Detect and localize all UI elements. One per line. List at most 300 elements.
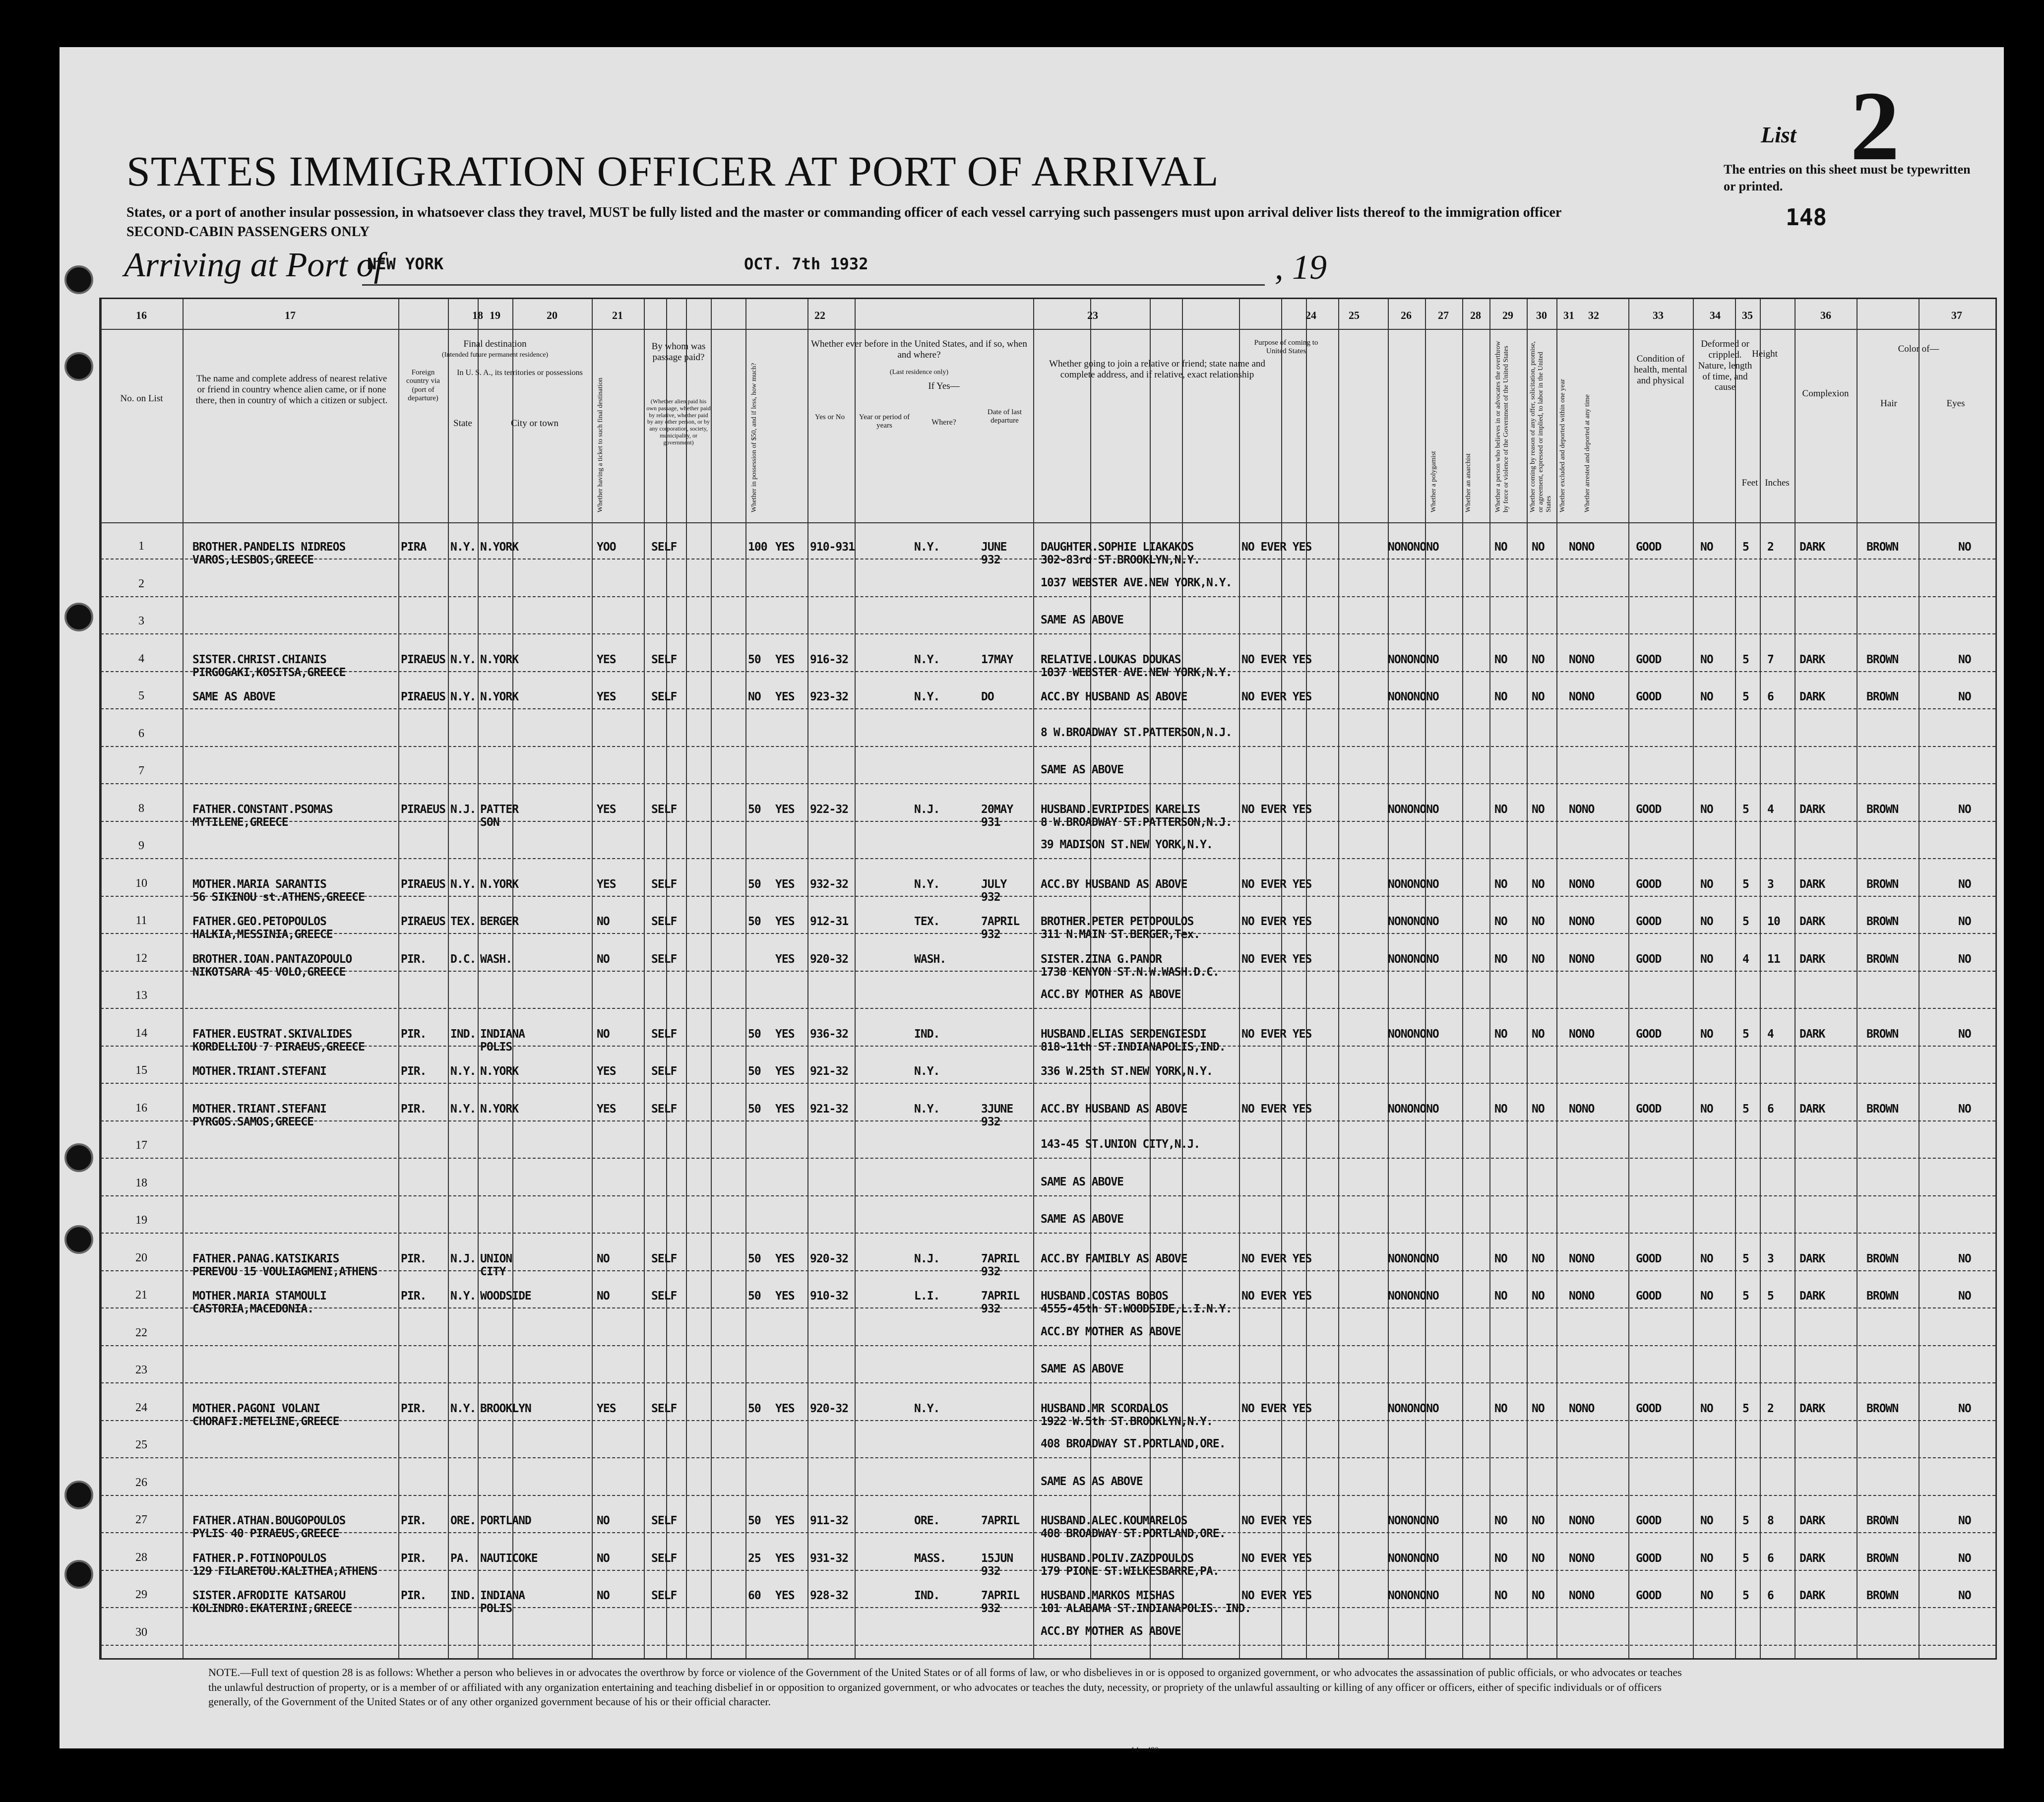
- header-purpose: Purpose of coming to United States: [1254, 339, 1318, 356]
- cell-yes: YES: [775, 1589, 795, 1602]
- column-rule: [1556, 299, 1557, 1658]
- column-number: 22: [814, 309, 825, 321]
- cell-deformed: NO: [1700, 1252, 1713, 1265]
- cell-deformed: NO: [1700, 1290, 1713, 1303]
- cell-relative: FATHER.EUSTRAT.SKIVALIDES: [192, 1027, 352, 1041]
- cell-q30-31: NONO: [1569, 803, 1595, 816]
- cell-money: NO: [748, 690, 761, 703]
- cell-complexion: DARK: [1799, 1027, 1825, 1041]
- cell-complexion: DARK: [1799, 541, 1825, 554]
- instructions-line: States, or a port of another insular possession, in whatsoever class they travel, MUST be fully listed and the master or commanding officer of each vessel carrying such passengers must upon arrival deliver lists thereof to the immigration officer: [126, 205, 1562, 220]
- cell-hair: BROWN: [1866, 1552, 1899, 1565]
- cell-city: INDIANA: [480, 1589, 525, 1602]
- cell-joining: ACC.BY FAMIBLY AS ABOVE: [1041, 1252, 1187, 1265]
- column-number: 19: [490, 309, 500, 321]
- cell-relative: MOTHER.TRIANT.STEFANI: [192, 1065, 326, 1078]
- list-number: 2: [1850, 71, 1900, 181]
- punch-hole: [64, 1143, 93, 1172]
- cell-hair: BROWN: [1866, 1402, 1899, 1415]
- row-number: 29: [135, 1588, 147, 1601]
- cell-flags: NONONONO: [1388, 1290, 1439, 1303]
- header-yes-no: Yes or No: [814, 413, 845, 421]
- cell-state: ORE.: [450, 1514, 476, 1527]
- cell-joining: SAME AS AS ABOVE: [1041, 1475, 1143, 1488]
- column-rule: [807, 299, 808, 1658]
- header-state: State: [453, 418, 472, 429]
- column-rule: [1919, 299, 1920, 1658]
- cell-join2-line2: 1738 KENYON ST.N.W.WASH.D.C.: [1041, 965, 1219, 979]
- row-rule: [101, 708, 1995, 709]
- cell-hair: BROWN: [1866, 803, 1899, 816]
- cell-dep2-line2: 932: [981, 1303, 1000, 1315]
- cell-inches: 8: [1767, 1514, 1774, 1527]
- cell-feet: 5: [1742, 690, 1749, 703]
- cell-marks: NO: [1958, 1402, 1971, 1415]
- cell-relative: FATHER.P.FOTINOPOULOS: [192, 1552, 326, 1565]
- column-rule: [1628, 299, 1629, 1658]
- cell-q28: NO: [1494, 1514, 1507, 1527]
- cell-deformed: NO: [1700, 1027, 1713, 1041]
- row-number: 15: [135, 1064, 147, 1077]
- cell-money: 50: [748, 1102, 761, 1116]
- cell-city2-line2: SON: [480, 815, 499, 829]
- header-passage: By whom was passage paid?: [651, 341, 706, 363]
- cell-q29: NO: [1532, 1027, 1545, 1041]
- column-number: 30: [1536, 309, 1547, 321]
- cell-marks: NO: [1958, 1552, 1971, 1565]
- header-in-usa: In U. S. A., its territories or possessions: [457, 369, 583, 377]
- punch-hole: [64, 1481, 93, 1509]
- cell-paid: SELF: [651, 1027, 677, 1041]
- column-rule: [398, 299, 399, 1658]
- cell-purpose: NO EVER YES: [1241, 1589, 1312, 1602]
- cell-where: N.Y.: [914, 1065, 940, 1078]
- year-suffix: , 19: [1275, 249, 1327, 287]
- cell-flags: NONONONO: [1388, 690, 1439, 703]
- cell-marks: NO: [1958, 877, 1971, 891]
- row-rule: [101, 1008, 1995, 1009]
- cell-departure: 7APRIL: [981, 1589, 1020, 1602]
- cell-purpose: NO EVER YES: [1241, 1027, 1312, 1041]
- cell-hair: BROWN: [1866, 952, 1899, 966]
- punch-hole: [64, 1225, 93, 1254]
- cell-years: 932-32: [810, 877, 849, 891]
- cell-years: 928-32: [810, 1589, 849, 1602]
- column-rule: [644, 299, 645, 1658]
- cell-state: N.J.: [450, 803, 476, 816]
- cell-state: TEX.: [450, 915, 476, 928]
- cell-ticket: YES: [597, 1065, 616, 1078]
- cell-relative: FATHER.GEO.PETOPOULOS: [192, 915, 326, 928]
- footnote-code: 14—480: [1131, 1746, 1159, 1754]
- cell-paid: SELF: [651, 1514, 677, 1527]
- cell-where: TEX.: [914, 915, 940, 928]
- cell-rel2-line2: CASTORIA,MACEDONIA.: [192, 1303, 314, 1315]
- cell-where: MASS.: [914, 1552, 946, 1565]
- cell-flags: NONONONO: [1388, 1402, 1439, 1415]
- cell-join2-line2: 408 BROADWAY ST.PORTLAND,ORE.: [1041, 1527, 1226, 1540]
- row-number: 7: [138, 764, 144, 777]
- cell-marks: NO: [1958, 690, 1971, 703]
- cell-q30-31: NONO: [1569, 1402, 1595, 1415]
- cell-where: N.J.: [914, 803, 940, 816]
- row-number: 3: [138, 615, 144, 627]
- cell-paid: SELF: [651, 1102, 677, 1116]
- cell-flags: NONONONO: [1388, 952, 1439, 966]
- punch-hole: [64, 1560, 93, 1589]
- cell-paid: SELF: [651, 690, 677, 703]
- cell-ticket: YOO: [597, 541, 616, 554]
- cell-purpose: NO EVER YES: [1241, 1290, 1312, 1303]
- cell-feet: 5: [1742, 1252, 1749, 1265]
- cell-q28: NO: [1494, 1589, 1507, 1602]
- cell-where: N.Y.: [914, 877, 940, 891]
- cell-joining: ACC.BY HUSBAND AS ABOVE: [1041, 690, 1187, 703]
- row-rule: [101, 1382, 1995, 1383]
- cell-ticket: NO: [597, 952, 610, 966]
- row-number: 12: [135, 951, 147, 965]
- cell-where: ORE.: [914, 1514, 940, 1527]
- cell-health: GOOD: [1636, 1402, 1662, 1415]
- cell-ticket: NO: [597, 1027, 610, 1041]
- cell-q28: NO: [1494, 1252, 1507, 1265]
- header-polygamist: Whether a polygamist: [1430, 451, 1437, 512]
- cell-deformed: NO: [1700, 915, 1713, 928]
- cell-purpose: NO EVER YES: [1241, 690, 1312, 703]
- row-number: 30: [135, 1625, 147, 1639]
- cell-joining: HUSBAND.EVRIPIDES KARELIS: [1041, 803, 1200, 816]
- cell-port: PIRAEUS: [401, 877, 445, 891]
- cell-joining: BROTHER.PETER PETOPOULOS: [1041, 915, 1194, 928]
- cell-hair: BROWN: [1866, 653, 1899, 666]
- cell-health: GOOD: [1636, 1252, 1662, 1265]
- cell-q30-31: NONO: [1569, 1552, 1595, 1565]
- page-title: STATES IMMIGRATION OFFICER AT PORT OF ARRIVAL: [126, 147, 1219, 195]
- cell-flags: NONONONO: [1388, 1102, 1439, 1116]
- cell-money: 50: [748, 1290, 761, 1303]
- cell-q29: NO: [1532, 1589, 1545, 1602]
- cell-relative: FATHER.PANAG.KATSIKARIS: [192, 1252, 339, 1265]
- cell-inches: 2: [1767, 541, 1774, 554]
- cell-q29: NO: [1532, 952, 1545, 966]
- cell-state: N.Y.: [450, 653, 476, 666]
- row-rule: [101, 1233, 1995, 1234]
- cell-inches: 6: [1767, 1552, 1774, 1565]
- cell-join2-line2: 179 PIONE ST.WILKESBARRE,PA.: [1041, 1564, 1219, 1578]
- row-rule: [101, 1495, 1995, 1496]
- cell-where: IND.: [914, 1027, 940, 1041]
- header-city: City or town: [510, 418, 559, 429]
- cell-paid: SELF: [651, 1290, 677, 1303]
- cell-marks: NO: [1958, 1027, 1971, 1041]
- cell-years: 936-32: [810, 1027, 849, 1041]
- cell-flags: NONONONO: [1388, 653, 1439, 666]
- cell-where: N.Y.: [914, 690, 940, 703]
- cell-departure: 7APRIL: [981, 1514, 1020, 1527]
- cell-inches: 7: [1767, 653, 1774, 666]
- header-q29: Whether coming by reason of any offer, solicitation, promise, or agreement, expressed or implied, to labor in the United States: [1529, 341, 1553, 512]
- cell-flags: NONONONO: [1388, 877, 1439, 891]
- cell-q29: NO: [1532, 653, 1545, 666]
- cell-joining: ACC.BY MOTHER AS ABOVE: [1041, 988, 1181, 1001]
- cell-q28: NO: [1494, 803, 1507, 816]
- cell-inches: 3: [1767, 877, 1774, 891]
- cell-joining: ACC.BY MOTHER AS ABOVE: [1041, 1624, 1181, 1638]
- cell-dep2-line2: 932: [981, 1564, 1000, 1578]
- row-number: 16: [135, 1101, 147, 1115]
- punch-hole: [64, 352, 93, 381]
- cell-port: PIR.: [401, 1402, 427, 1415]
- row-number: 25: [135, 1438, 147, 1451]
- header-date-departure: Date of last departure: [987, 408, 1022, 425]
- cell-paid: SELF: [651, 1065, 677, 1078]
- header-no-on-list: No. on List: [120, 393, 163, 404]
- cell-join2-line2: 818-11th ST.INDIANAPOLIS,IND.: [1041, 1040, 1226, 1054]
- cell-ticket: YES: [597, 690, 616, 703]
- punch-hole: [64, 265, 93, 294]
- cell-years: 920-32: [810, 952, 849, 966]
- cell-paid: SELF: [651, 1252, 677, 1265]
- header-health: Condition of health, mental and physical: [1634, 354, 1687, 386]
- cell-q28: NO: [1494, 877, 1507, 891]
- column-rule: [1306, 299, 1307, 1658]
- cell-ticket: NO: [597, 915, 610, 928]
- cell-city: PORTLAND: [480, 1514, 531, 1527]
- cell-yes: YES: [775, 1402, 795, 1415]
- column-rule: [711, 299, 712, 1658]
- header-foreign-country: Foreign country via (port of departure): [406, 369, 440, 402]
- row-rule: [101, 1457, 1995, 1458]
- cell-inches: 11: [1767, 952, 1780, 966]
- cell-purpose: NO EVER YES: [1241, 1514, 1312, 1527]
- manifest-sheet: [60, 47, 2004, 1754]
- cell-paid: SELF: [651, 1589, 677, 1602]
- cell-flags: NONONONO: [1388, 1552, 1439, 1565]
- cell-q29: NO: [1532, 541, 1545, 554]
- cell-hair: BROWN: [1866, 541, 1899, 554]
- row-rule: [101, 1083, 1995, 1084]
- cell-q28: NO: [1494, 952, 1507, 966]
- cell-q28: NO: [1494, 690, 1507, 703]
- cell-rel2-line2: HALKIA,MESSINIA,GREECE: [192, 928, 333, 941]
- cell-q28: NO: [1494, 1552, 1507, 1565]
- cell-health: GOOD: [1636, 952, 1662, 966]
- column-rule: [1735, 299, 1736, 1658]
- cell-join2-line2: 101 ALABAMA ST.INDIANAPOLIS. IND.: [1041, 1602, 1251, 1615]
- header-color-of: Color of—: [1898, 344, 1939, 354]
- column-rule: [1338, 299, 1339, 1658]
- cell-join2-line2: 8 W.BROADWAY ST.PATTERSON,N.J.: [1041, 815, 1232, 829]
- cell-q30-31: NONO: [1569, 1102, 1595, 1116]
- cell-paid: SELF: [651, 877, 677, 891]
- cell-q29: NO: [1532, 1252, 1545, 1265]
- cell-marks: NO: [1958, 1252, 1971, 1265]
- cell-q29: NO: [1532, 803, 1545, 816]
- cell-purpose: NO EVER YES: [1241, 1552, 1312, 1565]
- cell-complexion: DARK: [1799, 1552, 1825, 1565]
- cell-q28: NO: [1494, 1102, 1507, 1116]
- row-number: 26: [135, 1476, 147, 1489]
- column-rule: [1182, 299, 1183, 1658]
- cell-flags: NONONONO: [1388, 803, 1439, 816]
- cell-departure: 20MAY: [981, 803, 1013, 816]
- cell-flags: NONONONO: [1388, 1589, 1439, 1602]
- header-hair: Hair: [1880, 398, 1897, 409]
- cell-hair: BROWN: [1866, 1102, 1899, 1116]
- cell-money: 50: [748, 653, 761, 666]
- cell-ticket: NO: [597, 1589, 610, 1602]
- cell-feet: 4: [1742, 952, 1749, 966]
- cell-city: N.YORK: [480, 1065, 519, 1078]
- header-before-us-note: (Last residence only): [889, 369, 949, 376]
- column-rule: [666, 299, 667, 1658]
- column-rule: [1033, 299, 1034, 1658]
- cell-city: BERGER: [480, 915, 519, 928]
- cell-feet: 5: [1742, 1589, 1749, 1602]
- cell-complexion: DARK: [1799, 1514, 1825, 1527]
- cell-rel2-line2: NIKOTSARA 45 VOLO,GREECE: [192, 965, 346, 979]
- cell-dep2-line2: 932: [981, 1602, 1000, 1615]
- cell-money: 50: [748, 1027, 761, 1041]
- cell-city: PATTER: [480, 803, 519, 816]
- cell-where: WASH.: [914, 952, 946, 966]
- cell-flags: NONONONO: [1388, 1514, 1439, 1527]
- cell-rel2-line2: PYRGOS.SAMOS,GREECE: [192, 1115, 314, 1128]
- cell-q28: NO: [1494, 1027, 1507, 1041]
- cell-marks: NO: [1958, 803, 1971, 816]
- column-rule: [1857, 299, 1858, 1658]
- cell-marks: NO: [1958, 1514, 1971, 1527]
- cell-state: N.Y.: [450, 877, 476, 891]
- cell-port: PIR.: [401, 1589, 427, 1602]
- row-number: 27: [135, 1513, 147, 1526]
- cell-marks: NO: [1958, 1290, 1971, 1303]
- cell-inches: 5: [1767, 1290, 1774, 1303]
- column-number: 28: [1470, 309, 1481, 321]
- cell-dep2-line2: 932: [981, 1115, 1000, 1128]
- row-number: 13: [135, 989, 147, 1002]
- cell-city2-line2: POLIS: [480, 1602, 512, 1615]
- column-number: 37: [1951, 309, 1962, 321]
- cell-flags: NONONONO: [1388, 541, 1439, 554]
- header-inches: Inches: [1765, 478, 1790, 488]
- column-rule: [1489, 299, 1490, 1658]
- cell-joining: HUSBAND.ELIAS SERDENGIESDI: [1041, 1027, 1207, 1041]
- cell-purpose: NO EVER YES: [1241, 952, 1312, 966]
- cell-inches: 6: [1767, 1102, 1774, 1116]
- column-number: 33: [1653, 309, 1664, 321]
- header-height: Height: [1752, 349, 1778, 359]
- cell-city: WOODSIDE: [480, 1290, 531, 1303]
- cell-complexion: DARK: [1799, 1102, 1825, 1116]
- cell-q30-31: NONO: [1569, 653, 1595, 666]
- column-rule: [1090, 299, 1091, 1658]
- cell-purpose: NO EVER YES: [1241, 1102, 1312, 1116]
- cell-departure: DO: [981, 690, 994, 703]
- cell-city: UNION: [480, 1252, 512, 1265]
- cell-feet: 5: [1742, 1102, 1749, 1116]
- column-rule: [592, 299, 593, 1658]
- column-rule: [1462, 299, 1463, 1658]
- cell-paid: SELF: [651, 541, 677, 554]
- cell-hair: BROWN: [1866, 877, 1899, 891]
- cell-yes: YES: [775, 1252, 795, 1265]
- list-code: 148: [1786, 204, 1827, 231]
- row-number: 19: [135, 1214, 147, 1227]
- cell-feet: 5: [1742, 1514, 1749, 1527]
- cell-complexion: DARK: [1799, 952, 1825, 966]
- cell-inches: 4: [1767, 1027, 1774, 1041]
- cell-health: GOOD: [1636, 1290, 1662, 1303]
- cell-port: PIRA: [401, 541, 427, 554]
- header-complexion: Complexion: [1802, 388, 1849, 399]
- cell-departure: JULY: [981, 877, 1007, 891]
- cell-join2-line2: 302-83rd ST.BROOKLYN,N.Y.: [1041, 554, 1200, 566]
- cell-where: N.Y.: [914, 541, 940, 554]
- column-number: 35: [1742, 309, 1753, 321]
- cell-relative: MOTHER.MARIA SARANTIS: [192, 877, 326, 891]
- cell-ticket: YES: [597, 877, 616, 891]
- cell-where: N.Y.: [914, 1402, 940, 1415]
- cell-years: 922-32: [810, 803, 849, 816]
- cell-joining: SAME AS ABOVE: [1041, 1175, 1124, 1188]
- cell-port: PIR.: [401, 1252, 427, 1265]
- cell-complexion: DARK: [1799, 1290, 1825, 1303]
- cell-deformed: NO: [1700, 1589, 1713, 1602]
- cell-complexion: DARK: [1799, 690, 1825, 703]
- cell-deformed: NO: [1700, 1102, 1713, 1116]
- cell-yes: YES: [775, 1552, 795, 1565]
- cell-money: 50: [748, 803, 761, 816]
- cell-deformed: NO: [1700, 690, 1713, 703]
- cell-joining: HUSBAND.MR SCORDALOS: [1041, 1402, 1168, 1415]
- cell-joining: SAME AS ABOVE: [1041, 1213, 1124, 1226]
- cell-rel2-line2: VAROS,LESBOS,GREECE: [192, 554, 314, 566]
- cell-dep2-line2: 932: [981, 554, 1000, 566]
- row-rule: [101, 896, 1995, 897]
- column-rule: [448, 299, 449, 1658]
- cell-q30-31: NONO: [1569, 877, 1595, 891]
- column-rule: [855, 299, 856, 1658]
- column-rule: [1239, 299, 1240, 1658]
- cell-complexion: DARK: [1799, 915, 1825, 928]
- cell-inches: 10: [1767, 915, 1780, 928]
- cell-years: 920-32: [810, 1252, 849, 1265]
- cell-money: 50: [748, 1514, 761, 1527]
- header-q31: Whether arrested and deported at any time: [1584, 394, 1591, 512]
- cell-q30-31: NONO: [1569, 1290, 1595, 1303]
- cell-state: N.J.: [450, 1252, 476, 1265]
- column-number: 34: [1710, 309, 1721, 321]
- cell-deformed: NO: [1700, 803, 1713, 816]
- cell-paid: SELF: [651, 915, 677, 928]
- cell-yes: YES: [775, 877, 795, 891]
- port-value: NEW YORK: [367, 254, 444, 273]
- row-rule: [101, 783, 1995, 784]
- cell-paid: SELF: [651, 653, 677, 666]
- cell-purpose: NO EVER YES: [1241, 541, 1312, 554]
- cell-yes: YES: [775, 915, 795, 928]
- cell-yes: YES: [775, 1027, 795, 1041]
- cell-ticket: YES: [597, 1102, 616, 1116]
- column-number: 23: [1087, 309, 1098, 321]
- cell-where: L.I.: [914, 1290, 940, 1303]
- cell-departure: 17MAY: [981, 653, 1013, 666]
- cell-departure: 15JUN: [981, 1552, 1013, 1565]
- cell-rel2-line2: PIRGOGAKI,KOSITSA,GREECE: [192, 666, 346, 679]
- cell-money: 25: [748, 1552, 761, 1565]
- cell-purpose: NO EVER YES: [1241, 803, 1312, 816]
